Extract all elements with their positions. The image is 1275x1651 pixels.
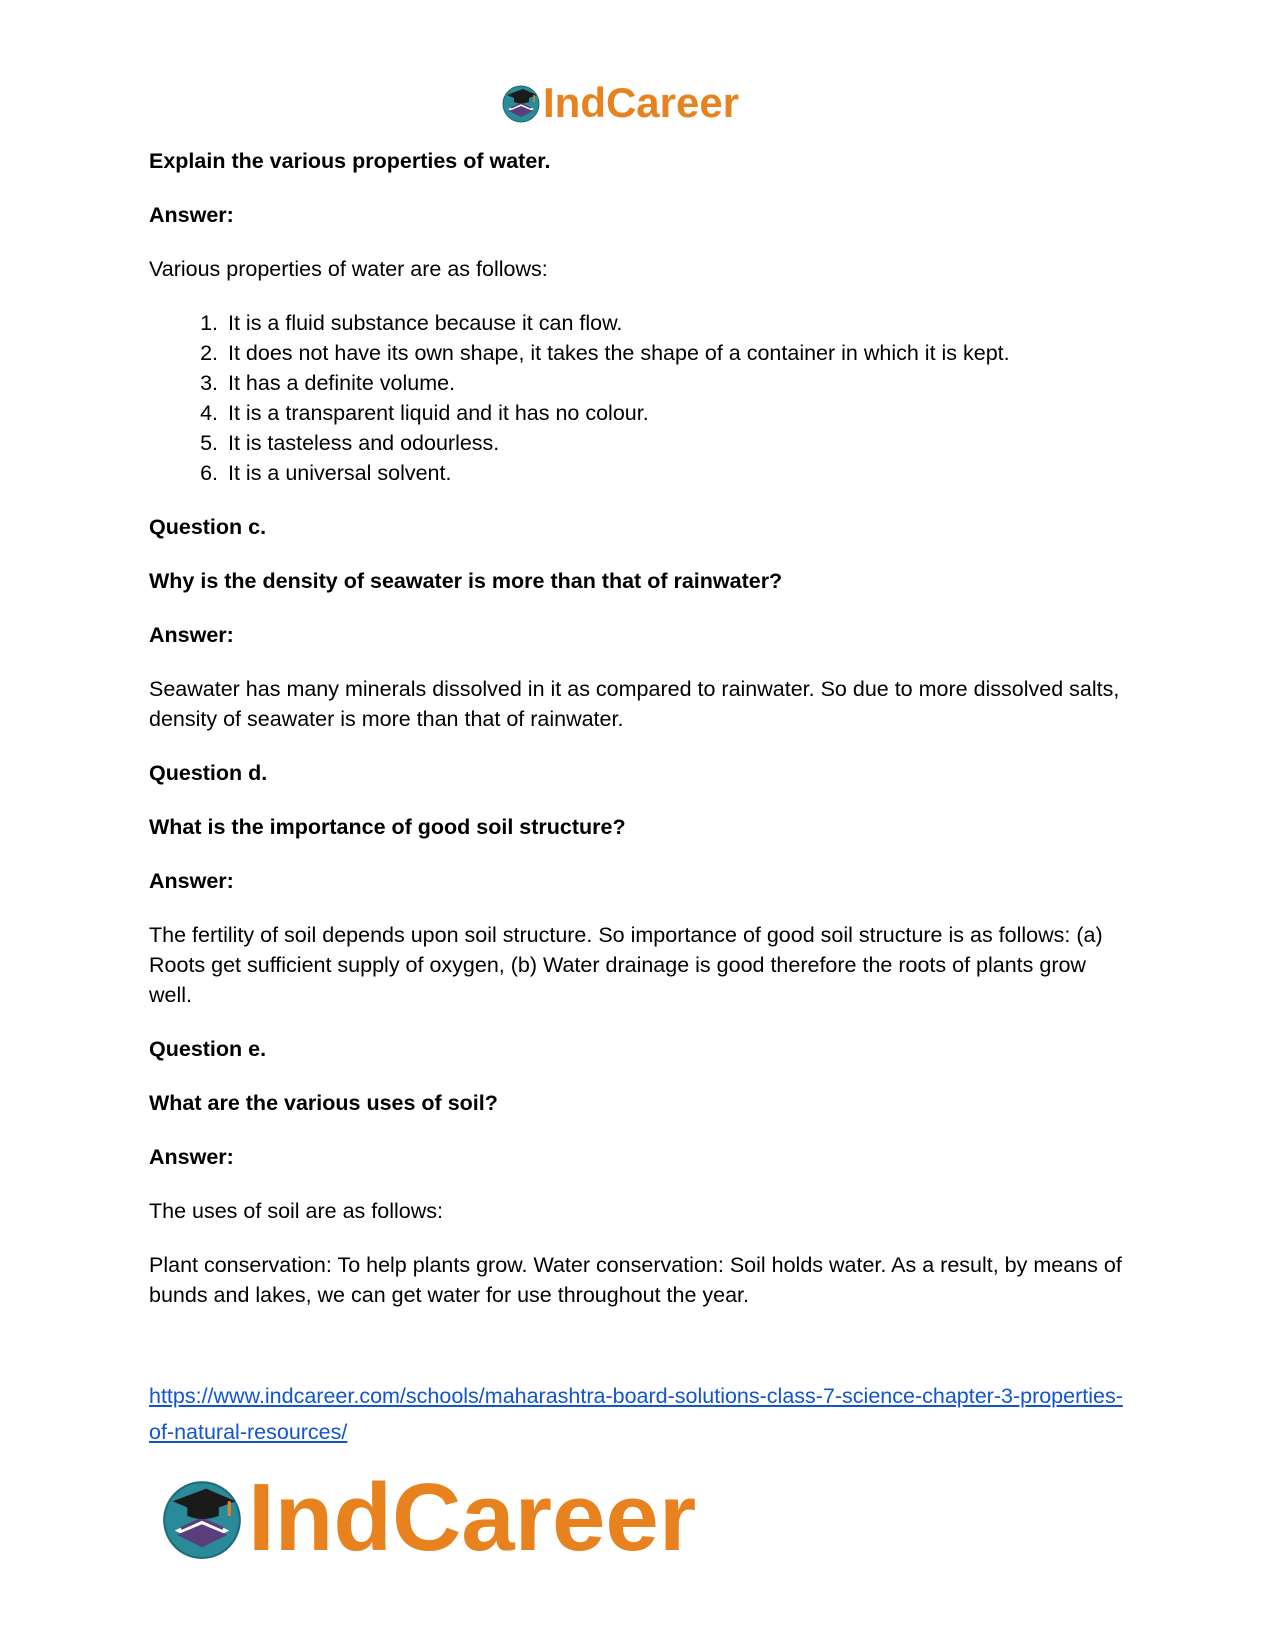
- header-logo: [501, 80, 739, 126]
- main-content: [149, 146, 1129, 1334]
- question-e-label: Question e.: [149, 1037, 267, 1061]
- list-item: 2. It does not have its own shape, it takes the shape of a container in which it is kept.: [224, 338, 1129, 368]
- source-link[interactable]: https://www.indcareer.com/schools/maharashtra-board-solutions-class-7-science-chapter-3-properties-of-natural-resources/: [149, 1384, 1123, 1444]
- list-item: 6. It is a universal solvent.: [224, 458, 1129, 488]
- list-item: 4. It is a transparent liquid and it has no colour.: [224, 398, 1129, 428]
- question-e-text: What are the various uses of soil?: [149, 1091, 498, 1115]
- answer-label: Answer:: [149, 869, 234, 893]
- graduation-cap-book-icon: [501, 83, 541, 123]
- answer-b-intro: Various properties of water are as follows:: [149, 257, 548, 281]
- graduation-cap-book-icon: [160, 1476, 244, 1560]
- water-properties-list: [149, 308, 1129, 488]
- answer-e-intro: The uses of soil are as follows:: [149, 1199, 443, 1223]
- answer-d-text: The fertility of soil depends upon soil structure. So importance of good soil structure is as follows: (a) Roots get sufficient supply of oxygen, (b) Water drainage is good therefore the roots of plants grow well.: [149, 923, 1103, 1007]
- question-d-text: What is the importance of good soil structure?: [149, 815, 626, 839]
- header-logo-text: IndCareer: [543, 79, 740, 126]
- source-link-block: [149, 1378, 1129, 1450]
- answer-e-text: Plant conservation: To help plants grow. Water conservation: Soil holds water. As a result, by means of bunds and lakes, we can get water for use throughout the year.: [149, 1253, 1122, 1307]
- list-item: 5. It is tasteless and odourless.: [224, 428, 1129, 458]
- answer-c-text: Seawater has many minerals dissolved in it as compared to rainwater. So due to more dissolved salts, density of seawater is more than that of rainwater.: [149, 677, 1120, 731]
- list-item: 3. It has a definite volume.: [224, 368, 1129, 398]
- question-b-text: Explain the various properties of water.: [149, 149, 551, 173]
- footer-logo-text: IndCareer: [248, 1464, 697, 1571]
- list-item: 1. It is a fluid substance because it can flow.: [224, 308, 1129, 338]
- question-d-label: Question d.: [149, 761, 268, 785]
- footer-logo: [160, 1464, 697, 1571]
- answer-label: Answer:: [149, 623, 234, 647]
- question-c-text: Why is the density of seawater is more than that of rainwater?: [149, 569, 783, 593]
- answer-label: Answer:: [149, 203, 234, 227]
- question-c-label: Question c.: [149, 515, 267, 539]
- answer-label: Answer:: [149, 1145, 234, 1169]
